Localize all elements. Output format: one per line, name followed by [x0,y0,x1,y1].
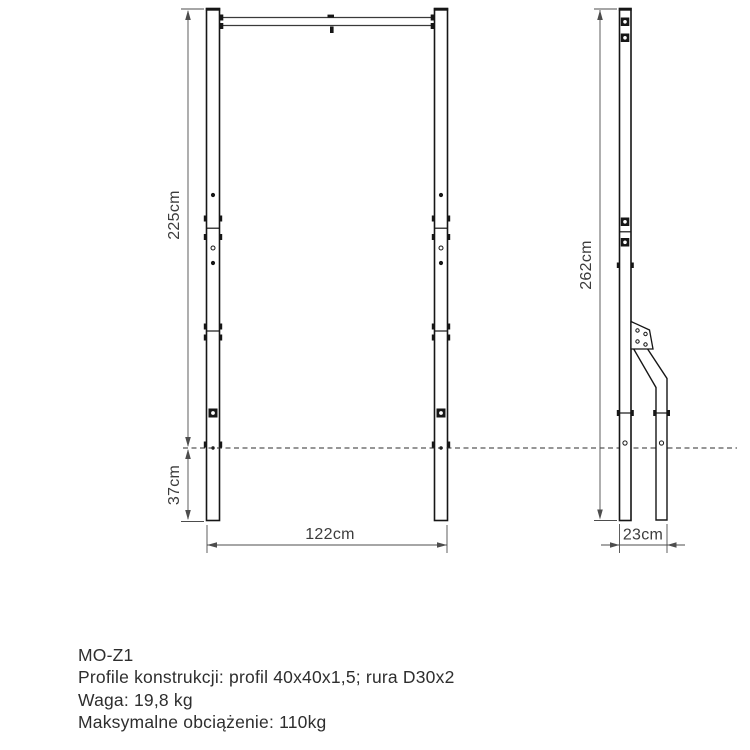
spec-block [78,644,455,733]
front-left-post [204,9,222,521]
bar-center-bolt [330,27,334,34]
label-front-underground: 37cm [166,464,183,506]
support-brace [634,342,667,520]
bolt-plate [620,218,632,247]
spec-weight: Waga: 19,8 kg [78,689,193,710]
label-side-depth: 23cm [622,526,664,544]
open-hole [659,441,663,445]
pullup-bar [219,15,434,34]
dimension-front-height [166,9,204,447]
label-front-height: 225cm [166,190,183,240]
label-front-width: 122cm [305,526,355,543]
bolt-hole [439,193,443,197]
spec-max-load: Maksymalne obciążenie: 110kg [78,711,327,732]
dimension-side-depth [601,524,685,553]
bolt-hole [439,261,443,265]
anchor-bolt [437,409,446,418]
dimension-front-width [207,525,447,553]
bolt-hole [211,261,215,265]
side-view [617,9,670,521]
open-hole [623,441,627,445]
anchor-bolt [209,409,218,418]
bar-center-mount [328,15,335,18]
front-right-post [432,9,450,521]
open-hole [211,246,215,250]
spec-model: MO-Z1 [78,645,134,665]
dimension-side-height [578,9,617,521]
dimension-front-underground [166,449,204,522]
gusset-plate [631,322,653,350]
label-side-height: 262cm [578,240,595,290]
side-main-post [617,9,634,521]
bolt-hole [211,193,215,197]
spec-profiles: Profile konstrukcji: profil 40x40x1,5; rura D30x2 [78,667,455,688]
open-hole [439,246,443,250]
front-view [204,9,450,521]
